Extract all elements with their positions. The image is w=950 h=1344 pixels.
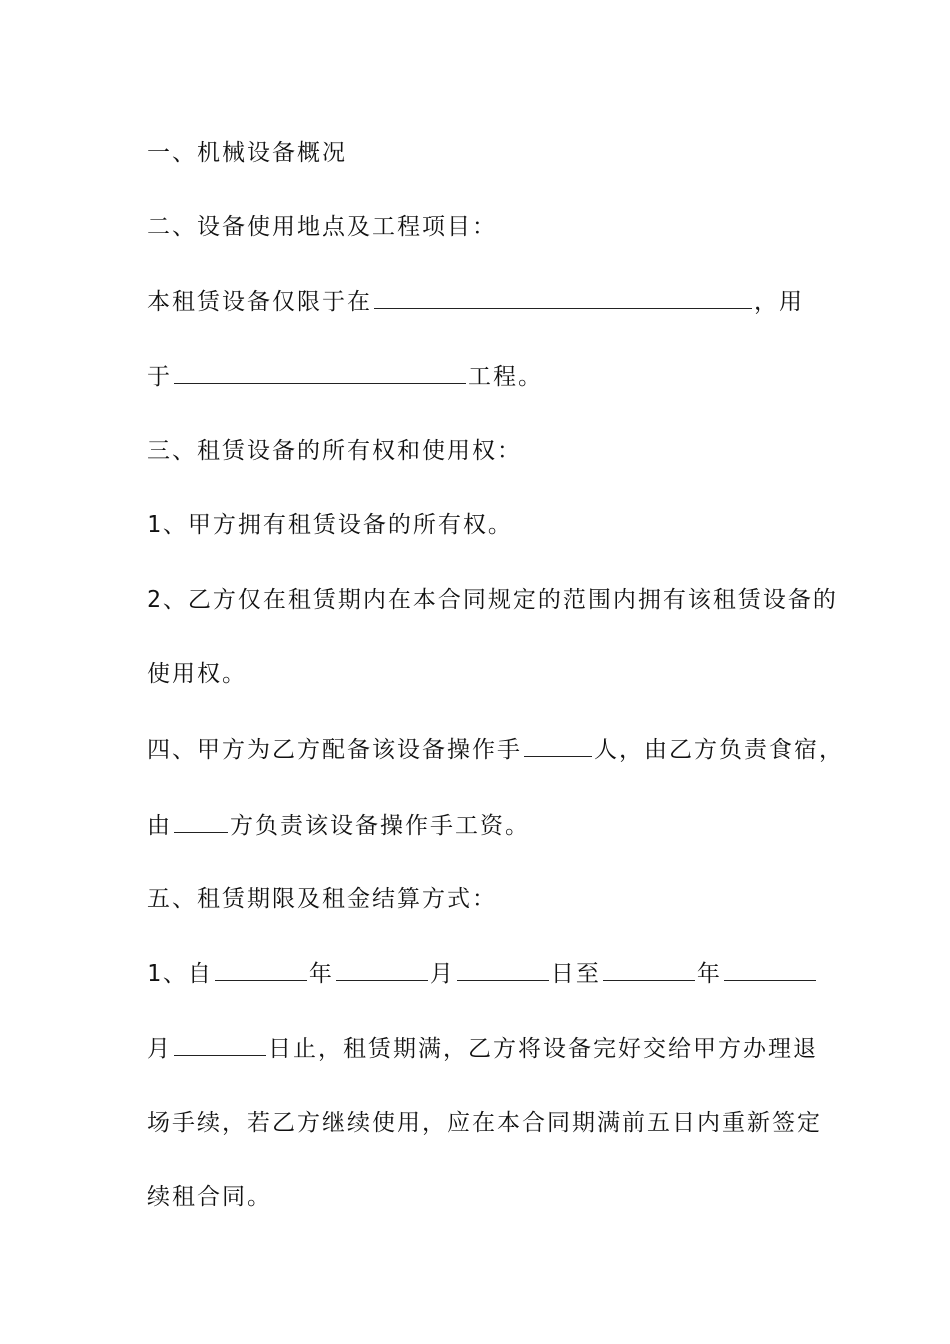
usage-right-clause-line-2	[147, 659, 827, 689]
section-4-line-1	[147, 734, 844, 765]
lease-end-text: 日止，租赁期满，乙方将设备完好交给甲方办理退	[268, 1036, 818, 1062]
lease-period-line-1	[147, 958, 827, 989]
ownership-text: 1、甲方拥有租赁设备的所有权。	[147, 512, 513, 538]
location-prefix: 本租赁设备仅限于在	[147, 289, 372, 315]
start-month-label: 月	[429, 961, 455, 987]
end-year-label: 年	[696, 961, 722, 987]
section-4-line-2	[147, 810, 827, 841]
section-1-heading	[147, 138, 827, 168]
operator-suffix: 人，由乙方负责食宿，	[594, 737, 844, 763]
start-day-blank[interactable]	[457, 958, 549, 981]
lease-period-line-2	[147, 1033, 827, 1064]
end-day-blank[interactable]	[174, 1033, 266, 1056]
renewal-contract-text: 续租合同。	[147, 1184, 272, 1210]
usage-right-text-2: 使用权。	[147, 661, 247, 687]
lease-period-line-3	[147, 1108, 827, 1138]
start-day-to-label: 日至	[550, 961, 601, 987]
end-month-label: 月	[147, 1036, 172, 1062]
section-2-heading	[147, 212, 827, 242]
wage-party-blank[interactable]	[174, 810, 228, 833]
end-year-blank[interactable]	[603, 958, 695, 981]
usage-right-clause-line-1	[147, 585, 838, 615]
wage-suffix: 方负责该设备操作手工资。	[230, 813, 530, 839]
end-month-blank[interactable]	[724, 958, 816, 981]
operator-prefix: 四、甲方为乙方配备该设备操作手	[147, 737, 522, 763]
section-5-text: 五、租赁期限及租金结算方式：	[147, 886, 497, 912]
section-1-text: 一、机械设备概况	[147, 140, 347, 166]
location-suffix: ，用	[754, 289, 804, 315]
section-3-heading	[147, 436, 827, 466]
start-year-label: 年	[308, 961, 334, 987]
operator-count-blank[interactable]	[524, 734, 592, 757]
section-5-heading	[147, 884, 827, 914]
renewal-text: 场手续，若乙方继续使用，应在本合同期满前五日内重新签定	[147, 1110, 822, 1136]
wage-prefix: 由	[147, 813, 172, 839]
lease-from-label: 1、自	[147, 961, 213, 987]
project-suffix: 工程。	[468, 364, 543, 390]
project-prefix: 于	[147, 364, 172, 390]
start-month-blank[interactable]	[336, 958, 428, 981]
lease-period-line-4	[147, 1182, 827, 1212]
ownership-clause	[147, 510, 827, 540]
usage-right-text-1: 2、乙方仅在租赁期内在本合同规定的范围内拥有该租赁设备的	[147, 587, 838, 613]
project-blank[interactable]	[174, 361, 466, 384]
section-2-text: 二、设备使用地点及工程项目：	[147, 214, 497, 240]
location-blank[interactable]	[374, 286, 752, 309]
start-year-blank[interactable]	[215, 958, 307, 981]
section-3-text: 三、租赁设备的所有权和使用权：	[147, 438, 522, 464]
location-clause-line-2	[147, 361, 827, 392]
location-clause-line-1	[147, 286, 827, 317]
